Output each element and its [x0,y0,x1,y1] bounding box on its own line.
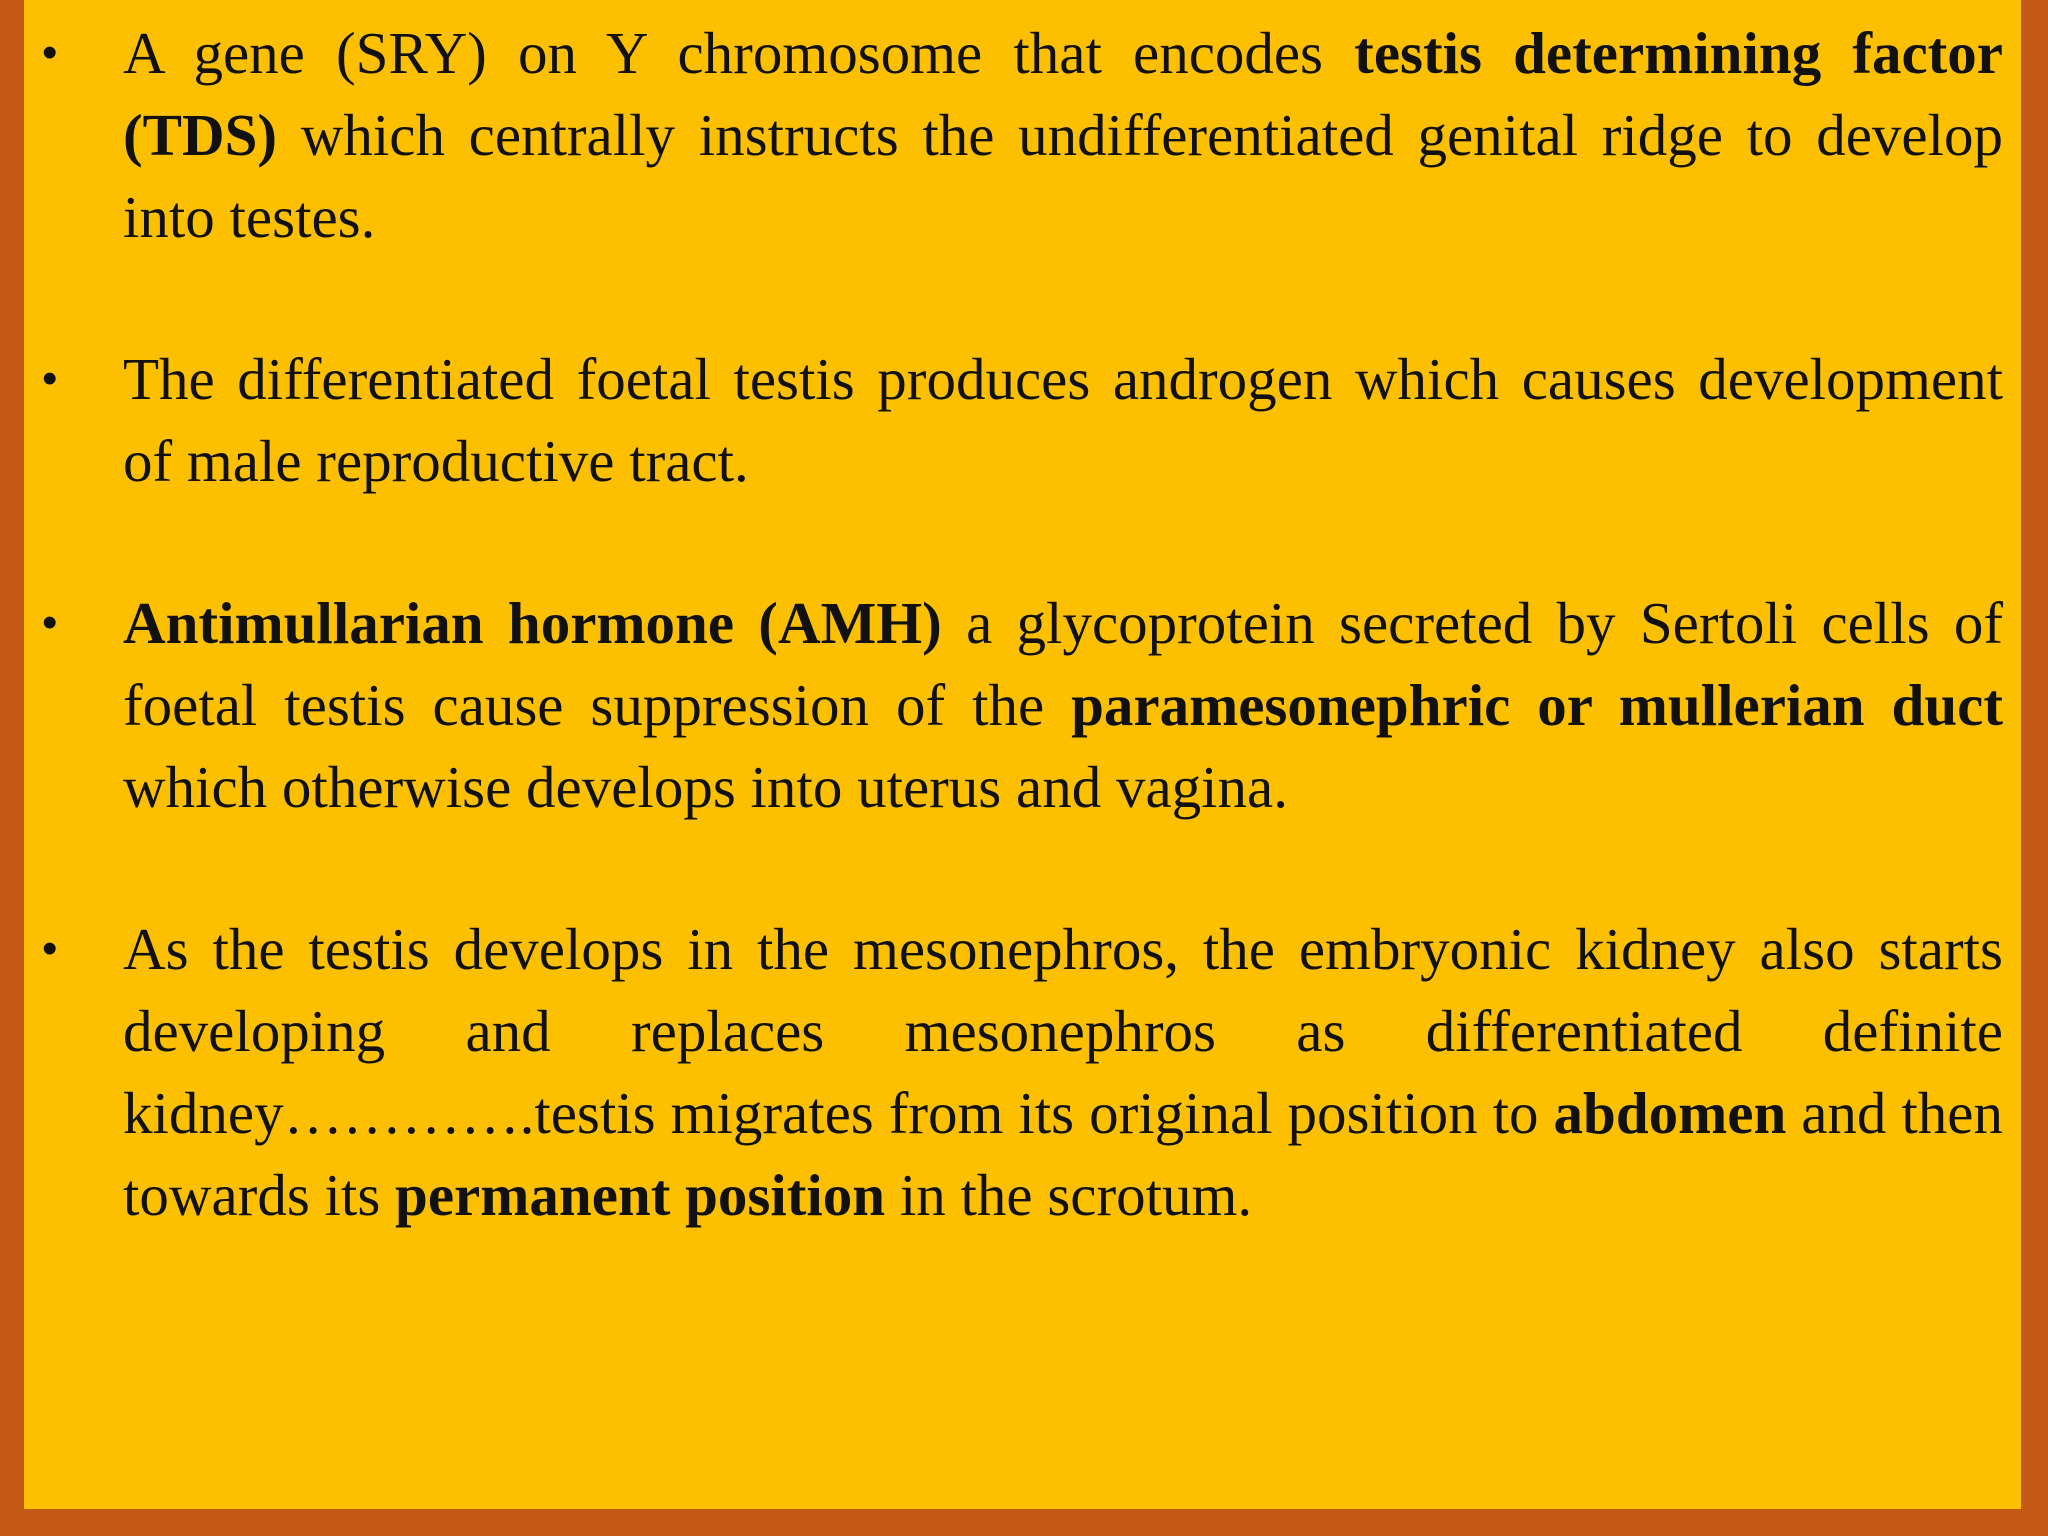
segment: which centrally instructs the undifferentiated genital ridge to develop into testes. [123,102,2003,250]
segment: a glycoprotein secreted by Sertoli cells of foetal testis cause suppression of the [123,590,2003,738]
bullet-list [123,12,2003,1316]
bullet-foetal-testis-androgen [123,338,2003,502]
segment: A gene (SRY) on Y chromosome that encodes [123,20,1355,86]
segment: in the scrotum. [885,1162,1253,1228]
segment-bold: Antimullarian hormone (AMH) [123,590,942,656]
bullet-testis-migration [123,908,2003,1236]
segment: The differentiated foetal testis produces androgen which causes development of male reproductive tract. [123,346,2003,494]
slide [24,0,2021,1509]
segment-bold: paramesonephric or mullerian duct [1071,672,2004,738]
segment: and then towards its [123,1080,2003,1228]
segment: which otherwise develops into uterus and vagina. [123,754,1288,820]
segment-bold: abdomen [1553,1080,1787,1146]
segment: As the testis develops in the mesonephros, the embryonic kidney also starts developing and replaces mesonephros as differentiated definite kidney………….testis migrates from its original position to [123,916,2003,1146]
bullet-antimullarian-hormone [123,582,2003,828]
segment-bold: permanent position [395,1162,886,1228]
bullet-sry-gene [123,12,2003,258]
segment-bold: testis determining factor (TDS) [123,20,2003,168]
